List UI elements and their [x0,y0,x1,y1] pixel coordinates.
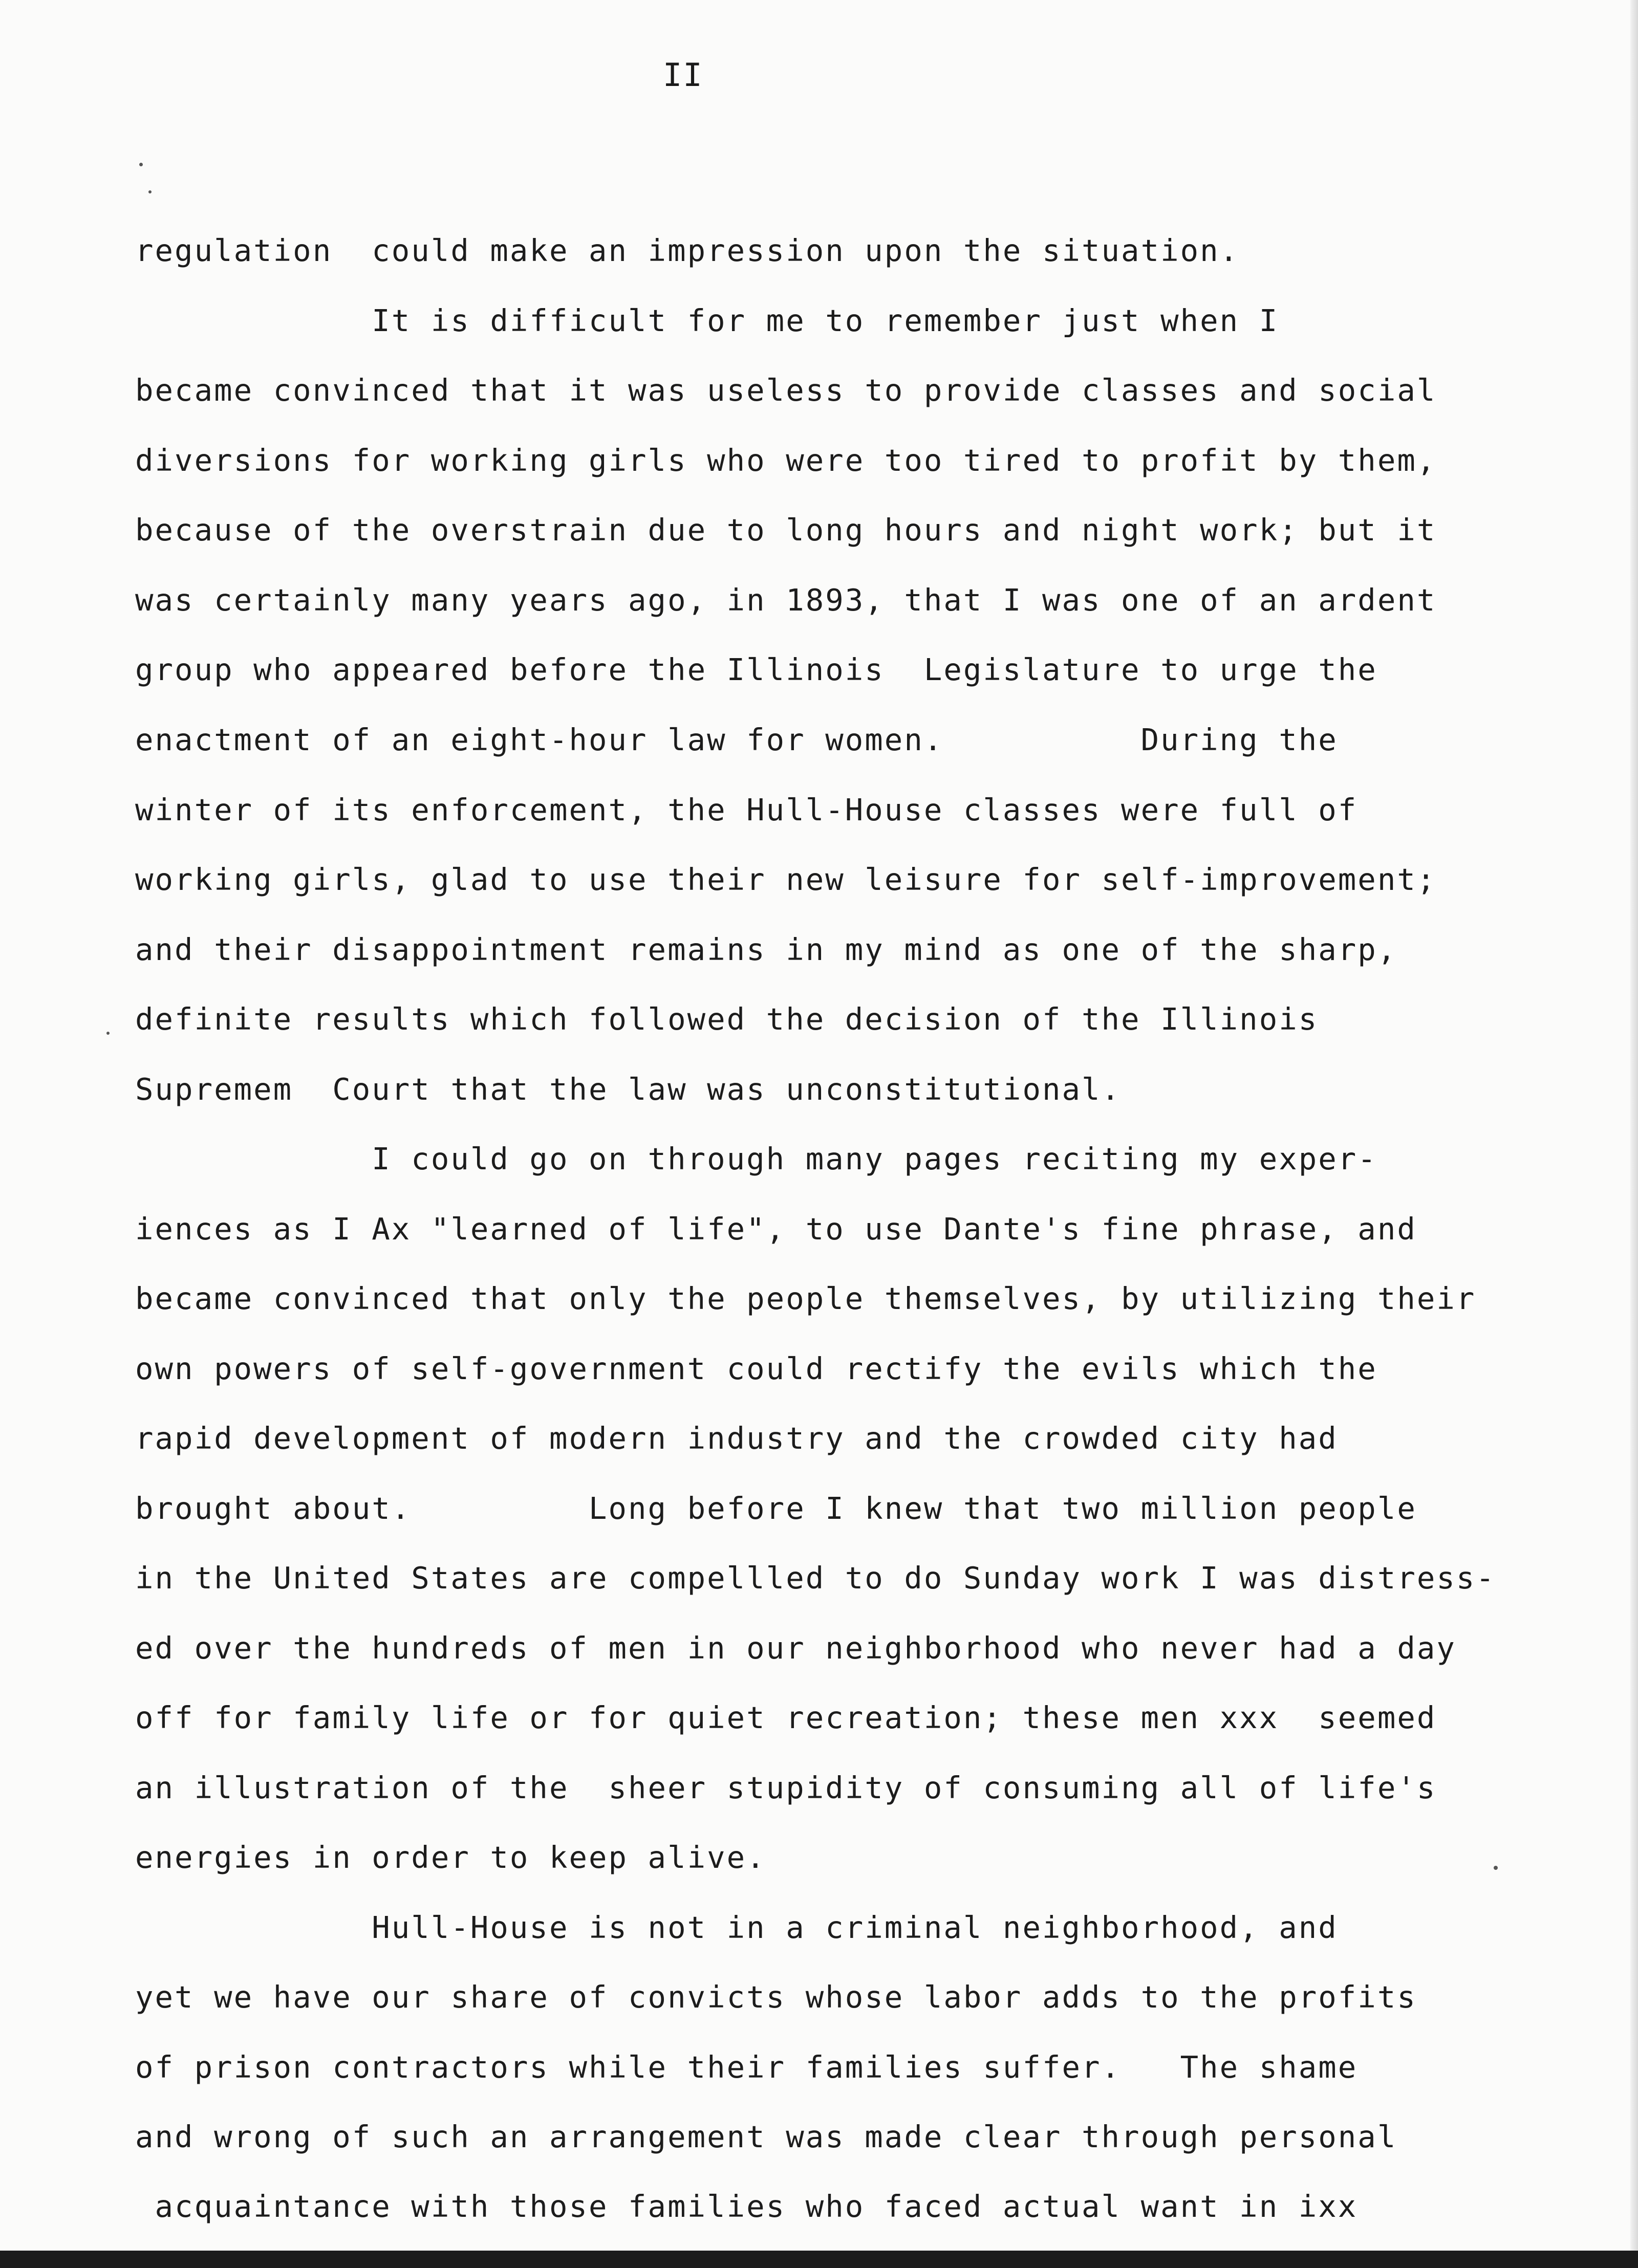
text-line: off for family life or for quiet recreation; these men xxx seemed [135,1700,1437,1735]
text-line: in the United States are compellled to do Sunday work I was distress- [135,1560,1496,1596]
text-line: definite results which followed the decision of the Illinois [135,1001,1319,1037]
text-line: became convinced that only the people themselves, by utilizing their [135,1281,1476,1316]
text-line: and their disappointment remains in my mind as one of the sharp, [135,932,1397,967]
text-line: Hull-House is not in a criminal neighborhood, and [135,1910,1338,1945]
text-line: because of the overstrain due to long hours and night work; but it [135,512,1437,548]
scan-speck [139,163,143,166]
text-line: acquaintance with those families who faced actual want in ixx [135,2189,1358,2224]
text-line: regulation could make an impression upon the situation. [135,233,1240,268]
text-line: became convinced that it was useless to provide classes and social [135,373,1437,408]
scan-speck [148,190,152,193]
page-number: II [663,56,703,94]
text-line: I could go on through many pages reciting my exper- [135,1141,1377,1176]
text-line: iences as I Ax "learned of life", to use Dante's fine phrase, and [135,1211,1417,1247]
text-line: group who appeared before the Illinois Legislature to urge the [135,652,1377,687]
text-line: ed over the hundreds of men in our neighborhood who never had a day [135,1630,1456,1666]
text-line: diversions for working girls who were too tired to profit by them, [135,443,1437,478]
text-line: yet we have our share of convicts whose labor adds to the profits [135,1979,1417,2015]
text-line: energies in order to keep alive. [135,1840,766,1875]
text-line: own powers of self-government could rectify the evils which the [135,1351,1377,1386]
text-line: working girls, glad to use their new leisure for self-improvement; [135,862,1437,897]
scan-speck [106,1032,110,1035]
text-line: winter of its enforcement, the Hull-House classes were full of [135,792,1358,827]
text-line: It is difficult for me to remember just when I [135,303,1279,338]
text-line: enactment of an eight-hour law for women. During the [135,722,1338,757]
text-line: brought about. Long before I knew that two million people [135,1491,1417,1526]
scan-speck [1494,1866,1498,1870]
page-right-edge [1630,0,1638,2268]
text-line: Supremem Court that the law was unconstitutional. [135,1072,1122,1107]
text-line: was certainly many years ago, in 1893, that I was one of an ardent [135,582,1437,618]
page-bottom-edge [0,2251,1638,2268]
text-line: an illustration of the sheer stupidity of consuming all of life's [135,1770,1437,1805]
text-line: of prison contractors while their families suffer. The shame [135,2049,1358,2085]
text-line: rapid development of modern industry and the crowded city had [135,1421,1338,1456]
text-line: and wrong of such an arrangement was made clear through personal [135,2119,1397,2154]
